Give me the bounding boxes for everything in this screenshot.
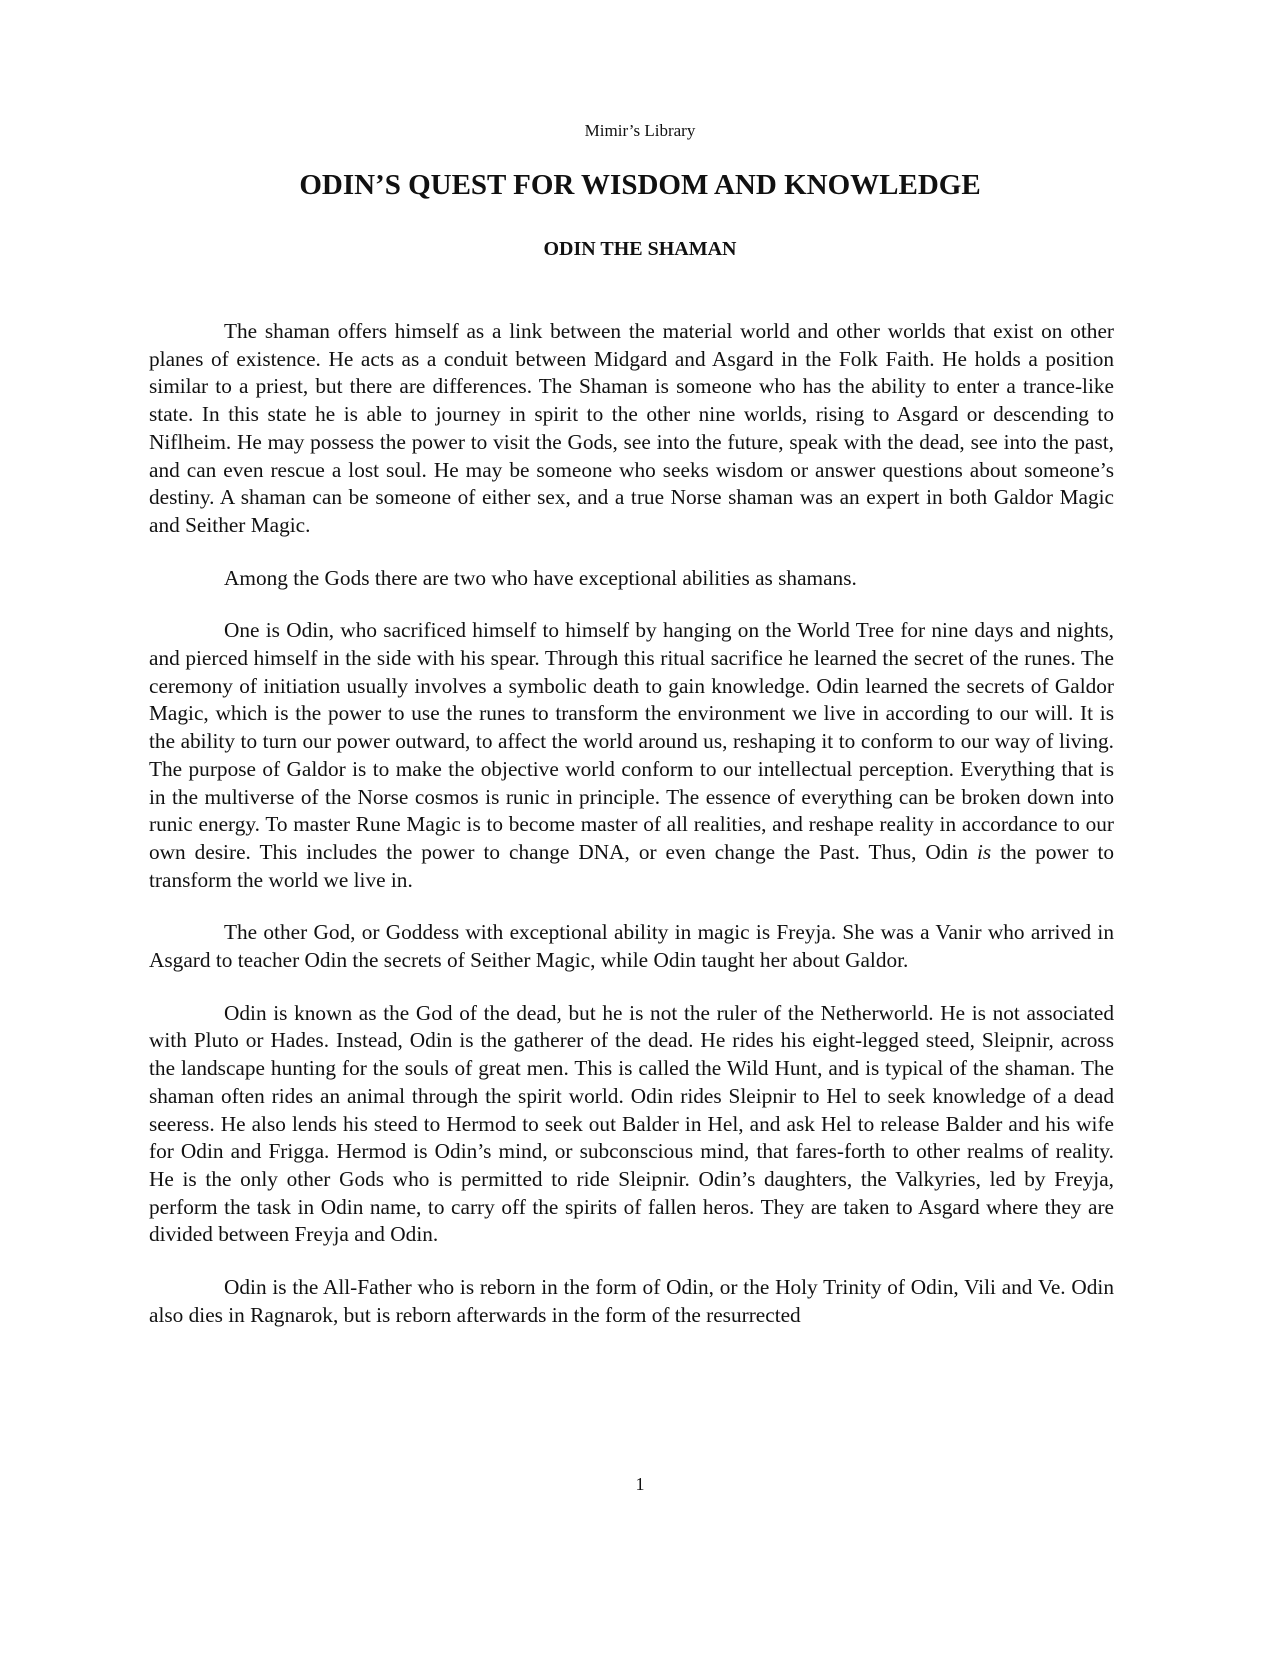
paragraph-two-gods: Among the Gods there are two who have exceptional abilities as shamans. xyxy=(224,565,857,590)
paragraph-god-of-dead: Odin is known as the God of the dead, but he is not the ruler of the Netherworld. He is not associated with Pluto or Hades. Instead, Odin is the gatherer of the dead. He rides his eight-legged steed, Sleipnir, across the landscape hunting for the souls of great men. This is called the Wild Hunt, and is typical of the shaman. The shaman often rides an animal through the spirit world. Odin rides Sleipnir to Hel to seek knowledge of a dead seeress. He also lends his steed to Hermod to seek out Balder in Hel, and ask Hel to release Balder and his wife for Odin and Frigga. Hermod is Odin’s mind, or subconscious mind, that fares-forth to other realms of reality. He is the only other Gods who is permitted to ride Sleipnir. Odin’s daughters, the Valkyries, led by Freyja, perform the task in Odin name, to carry off the spirits of fallen heros. They are taken to Asgard where they are divided between Freyja and Odin. xyxy=(149,1000,1114,1247)
paragraph-odin-galdor-tail: the power to transform the world we live in. xyxy=(149,839,1115,892)
paragraph-odin-galdor xyxy=(149,617,1114,894)
body-text xyxy=(149,318,1114,1355)
paragraph-freyja: The other God, or Goddess with exceptional ability in magic is Freyja. She was a Vanir who arrived in Asgard to teacher Odin the secrets of Seither Magic, while Odin taught her about Galdor. xyxy=(149,920,1114,973)
paragraph-odin-galdor-text: One is Odin, who sacrificed himself to himself by hanging on the World Tree for nine days and nights, and pierced himself in the side with his spear. Through this ritual sacrifice he learned the secret of the runes. The ceremony of initiation usually involves a symbolic death to gain knowledge. Odin learned the secrets of Galdor Magic, which is the power to use the runes to transform the environment we live in according to our will. It is the ability to turn our power outward, to affect the world around us, reshaping it to conform to our way of living. The purpose of Galdor is to make the objective world conform to our intellectual perception. Everything that is in the multiverse of the Norse cosmos is runic in principle. The essence of everything can be broken down into runic energy. To master Rune Magic is to become master of all realities, and reshape reality in accordance to our own desire. This includes the power to change DNA, or even change the Past. Thus, Odin xyxy=(149,618,1114,864)
emphasis-word: is xyxy=(977,839,992,864)
document-title: ODIN’S QUEST FOR WISDOM AND KNOWLEDGE xyxy=(299,169,981,201)
running-header: Mimir’s Library xyxy=(584,121,696,140)
page-number: 1 xyxy=(635,1474,645,1494)
section-heading: ODIN THE SHAMAN xyxy=(543,238,737,260)
paragraph-all-father: Odin is the All-Father who is reborn in the form of Odin, or the Holy Trinity of Odin, Vili and Ve. Odin also dies in Ragnarok, but is reborn afterwards in the form of the resurrected xyxy=(149,1275,1114,1327)
paragraph-shaman-definition: The shaman offers himself as a link between the material world and other worlds that exist on other planes of existence. He acts as a conduit between Midgard and Asgard in the Folk Faith. He holds a position similar to a priest, but there are differences. The Shaman is someone who has the ability to enter a trance-like state. In this state he is able to journey in spirit to the other nine worlds, rising to Asgard or descending to Niflheim. He may possess the power to visit the Gods, see into the future, speak with the dead, see into the past, and can even rescue a lost soul. He may be someone who seeks wisdom or answer questions about someone’s destiny. A shaman can be someone of either sex, and a true Norse shaman was an expert in both Galdor Magic and Seither Magic. xyxy=(149,319,1114,537)
